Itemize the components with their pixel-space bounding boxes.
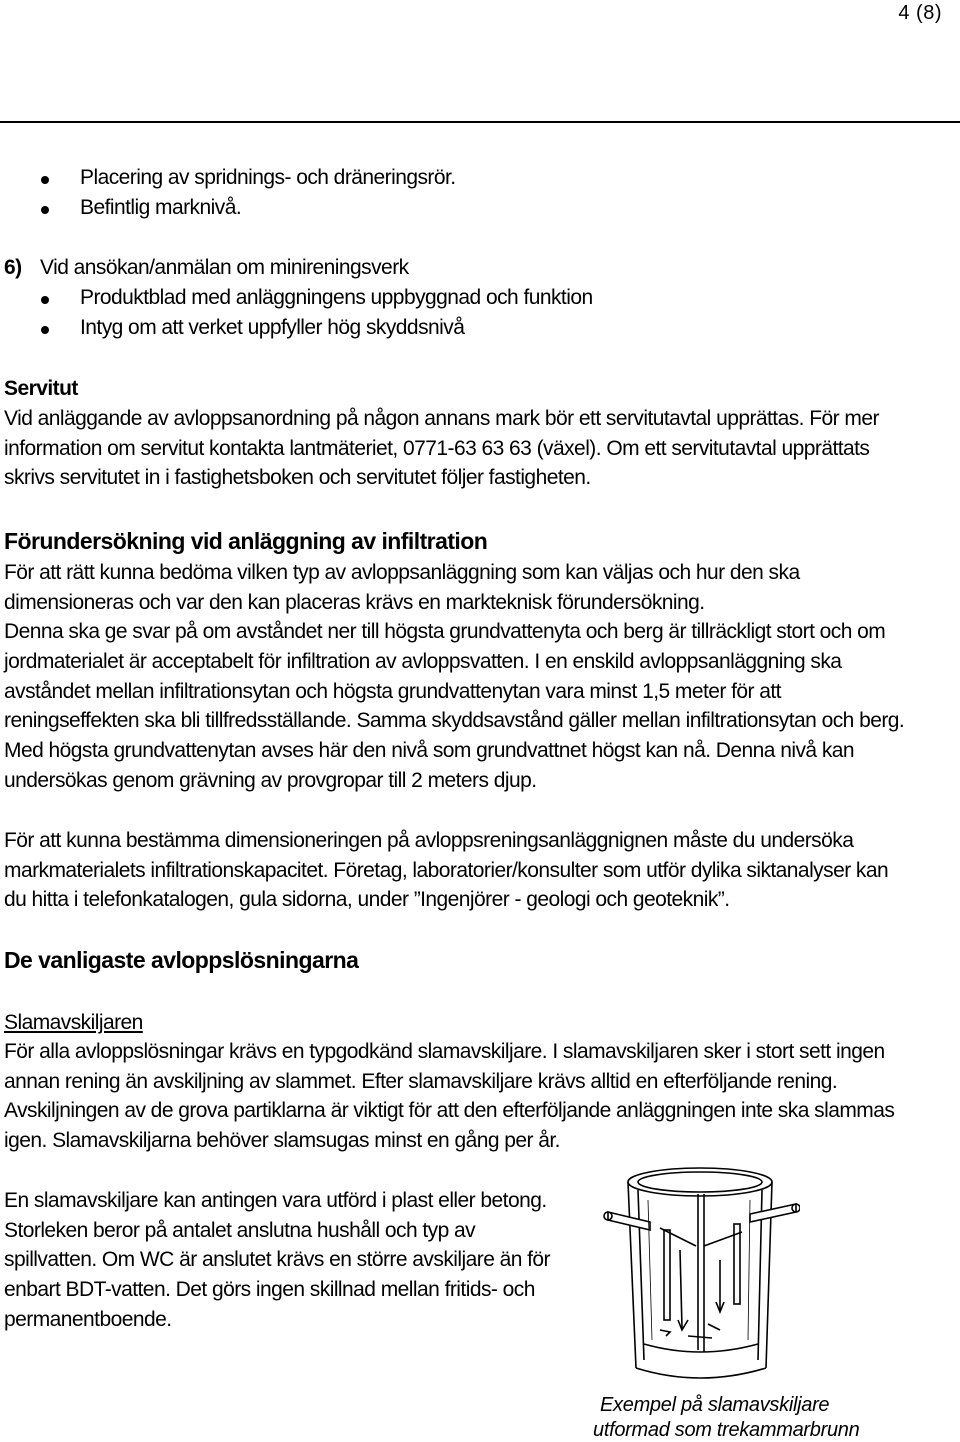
section-number: 6)	[4, 256, 22, 279]
text-line: avståndet mellan infiltrationsytan och högsta grundvattenytan vara minst 1,5 meter för att	[4, 679, 781, 703]
heading-slamavskiljaren: Slamavskiljaren	[4, 1011, 143, 1034]
text-line: skrivs servitutet in i fastighetsboken och servitutet följer fastigheten.	[4, 466, 591, 490]
bullet-item: Produktblad med anläggningens uppbyggnad och funktion	[80, 286, 593, 309]
bullet-icon	[41, 326, 49, 334]
text-line: permanentboende.	[4, 1307, 172, 1331]
text-line: information om servitut kontakta lantmäteriet, 0771-63 63 63 (växel). Om ett servitutavtal upprättats	[4, 436, 870, 460]
paragraph-dimensionering	[4, 826, 888, 915]
text-line: Denna ska ge svar på om avståndet ner till högsta grundvattenyta och berg är tillräckligt stort och om	[4, 620, 886, 644]
text-line: En slamavskiljare kan antingen vara utförd i plast eller betong.	[4, 1189, 547, 1212]
text-line: Avskiljningen av de grova partiklarna är viktigt för att den efterföljande anläggningen inte ska slammas	[4, 1099, 895, 1123]
bullet-icon	[41, 176, 49, 184]
text-line: För att kunna bestämma dimensioneringen på avloppsreningsanläggnignen måste du undersöka	[4, 829, 854, 852]
text-line: igen. Slamavskiljarna behöver slamsugas minst en gång per år.	[4, 1129, 560, 1153]
septic-tank-illustration	[600, 1160, 800, 1390]
text-line: För alla avloppslösningar krävs en typgodkänd slamavskiljare. I slamavskiljaren sker i stort sett ingen	[4, 1040, 885, 1063]
heading-forundersokning: Förundersökning vid anläggning av infiltration	[4, 528, 488, 554]
bullet-item: Intyg om att verket uppfyller hög skyddsnivå	[80, 316, 465, 339]
text-line: Storleken beror på antalet anslutna hushåll och typ av	[4, 1218, 476, 1242]
bullet-icon	[41, 206, 49, 214]
text-line: enbart BDT-vatten. Det görs ingen skillnad mellan fritids- och	[4, 1278, 535, 1302]
text-line: Vid anläggande av avloppsanordning på någon annans mark bör ett servitutavtal upprättas. För mer	[4, 407, 879, 430]
text-line: markmaterialets infiltrationskapacitet. Företag, laboratorier/konsulter som utför dylika siktanalyser kan	[4, 858, 889, 882]
section-title: Vid ansökan/anmälan om minireningsverk	[40, 256, 409, 279]
text-line: spillvatten. Om WC är anslutet krävs en större avskiljare än för	[4, 1248, 551, 1272]
paragraph-slamavskiljaren	[4, 1037, 894, 1156]
heading-vanligaste: De vanligaste avloppslösningarna	[4, 947, 359, 973]
text-line: Med högsta grundvattenytan avses här den nivå som grundvattnet högst kan nå. Denna nivå kan	[4, 739, 855, 763]
paragraph-servitut	[4, 404, 879, 493]
paragraph-forundersokning	[4, 558, 904, 796]
paragraph-storlek	[4, 1186, 550, 1334]
heading-servitut: Servitut	[4, 377, 78, 400]
text-line: undersökas genom grävning av provgropar till 2 meters djup.	[4, 768, 537, 792]
text-line: jordmaterialet är acceptabelt för infiltration av avloppsvatten. I en enskild avloppsanläggning ska	[4, 650, 842, 674]
bullet-icon	[41, 296, 49, 304]
text-line: annan rening än avskiljning av slammet. Efter slamavskiljare krävs alltid en efterföljande rening.	[4, 1069, 838, 1093]
text-line: du hitta i telefonkatalogen, gula sidorna, under ”Ingenjörer - geologi och geoteknik”.	[4, 888, 730, 912]
figure-caption-line1: Exempel på slamavskiljare	[600, 1394, 830, 1416]
header-rule	[0, 121, 960, 123]
page-number: 4 (8)	[898, 2, 942, 24]
figure-caption-line2: utformad som trekammarbrunn	[593, 1419, 860, 1441]
bullet-item: Placering av spridnings- och dräneringsrör.	[80, 166, 456, 189]
text-line: reningseffekten ska bli tillfredsställande. Samma skyddsavstånd gäller mellan infiltrationsytan och berg.	[4, 709, 905, 733]
text-line: För att rätt kunna bedöma vilken typ av avloppsanläggning som kan väljas och hur den ska	[4, 561, 800, 584]
text-line: dimensioneras och var den kan placeras krävs en markteknisk förundersökning.	[4, 590, 705, 614]
bullet-item: Befintlig marknivå.	[80, 196, 242, 219]
